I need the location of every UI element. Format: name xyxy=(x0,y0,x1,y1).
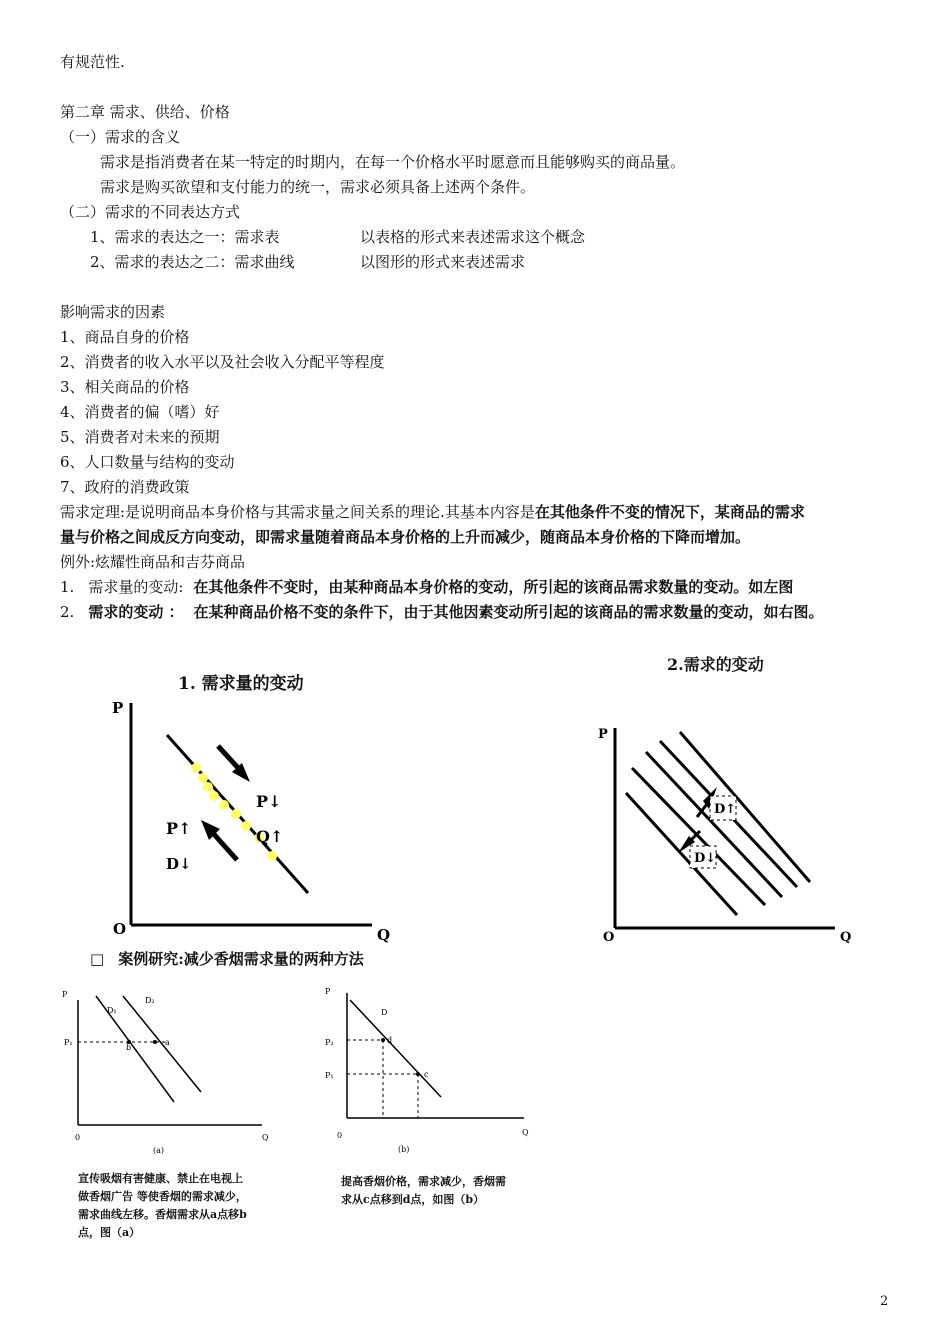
item-number: 2. xyxy=(60,603,75,621)
note-a-line: 宣传吸烟有害健康、禁止在电视上 xyxy=(78,1172,243,1185)
demand-law-bold: 在其他条件不变的情况下，某商品的需求 xyxy=(534,503,805,521)
origin-label: 0 xyxy=(75,1133,81,1142)
price-label: P₂ xyxy=(325,1038,334,1047)
chart2-title: 2.需求的变动 xyxy=(667,655,764,674)
section-heading: （一）需求的含义 xyxy=(60,128,181,146)
section-heading: （二）需求的不同表达方式 xyxy=(60,203,241,221)
demand-curve xyxy=(350,1000,441,1097)
curve-label: D₂ xyxy=(145,996,155,1005)
note-b-line: 提高香烟价格，需求减少，香烟需 xyxy=(341,1175,506,1188)
checkbox-icon: □ xyxy=(90,950,105,968)
curve-label: D xyxy=(381,1008,388,1017)
axis-label: P xyxy=(598,727,608,742)
note-b-line: 求从c点移到d点，如图（b） xyxy=(341,1193,485,1206)
quantity-label: D↓ xyxy=(166,855,192,873)
origin-label: O xyxy=(603,930,615,945)
price-label: P₁ xyxy=(325,1071,334,1080)
price-label: P↓ xyxy=(256,792,282,811)
point-label: c xyxy=(424,1070,429,1079)
point-d xyxy=(381,1038,385,1042)
price-label: P↑ xyxy=(166,819,192,838)
axis-label: Q xyxy=(377,926,391,944)
note-a-line: 做香烟广告 等使香烟的需求减少， xyxy=(78,1190,247,1203)
note-a-line: 点，图（a） xyxy=(78,1226,141,1239)
text-line: 2、需求的表达之二：需求曲线 xyxy=(90,253,295,271)
section-heading: 影响需求的因素 xyxy=(60,303,166,321)
list-item: 3、相关商品的价格 xyxy=(60,378,190,396)
text-line: 例外:炫耀性商品和吉芬商品 xyxy=(60,553,246,571)
case-study-title: 案例研究:减少香烟需求量的两种方法 xyxy=(118,950,364,968)
list-item: 6、人口数量与结构的变动 xyxy=(60,453,235,471)
curve-label: D₁ xyxy=(107,1006,117,1015)
text-line: 以表格的形式来表述需求这个概念 xyxy=(360,228,586,246)
page-number: 2 xyxy=(880,1294,889,1309)
axis-label: P xyxy=(112,699,124,717)
origin-label: O xyxy=(113,920,127,938)
note-a-line: 需求曲线左移。香烟需求从a点移b xyxy=(78,1208,247,1221)
demand-label: D↓ xyxy=(694,851,717,866)
chapter-heading: 第二章 需求、供给、价格 xyxy=(60,103,230,121)
text-line: 有规范性. xyxy=(60,53,125,71)
text-line: 需求是购买欲望和支付能力的统一，需求必须具备上述两个条件。 xyxy=(100,178,536,196)
origin-label: 0 xyxy=(337,1131,343,1140)
list-item: 1、商品自身的价格 xyxy=(60,328,190,346)
axis-label: Q xyxy=(262,1133,269,1142)
axis-label: P xyxy=(62,990,68,999)
item-term: 需求的变动 ： xyxy=(88,603,184,621)
text-line: 以图形的形式来表述需求 xyxy=(360,253,526,271)
price-label: P₁ xyxy=(64,1038,73,1047)
caption: (a) xyxy=(153,1146,165,1155)
text-line: 1、需求的表达之一：需求表 xyxy=(90,228,280,246)
axis-label: P xyxy=(325,987,331,996)
point-label: d xyxy=(387,1036,393,1045)
point-c xyxy=(416,1072,420,1076)
caption: (b) xyxy=(398,1145,410,1154)
demand-law-bold: 量与价格之间成反方向变动，即需求量随着商品本身价格的上升而减少，随商品本身价格的下降而增加。 xyxy=(60,528,751,546)
demand-law-intro: 需求定理:是说明商品本身价格与其需求量之间关系的理论.其基本内容是 xyxy=(60,503,535,521)
chart1-title: 1. 需求量的变动 xyxy=(178,674,304,694)
item-definition: 在某种商品价格不变的条件下，由于其他因素变动所引起的该商品的需求数量的变动，如右图。 xyxy=(193,603,824,621)
list-item: 4、消费者的偏（嗜）好 xyxy=(60,403,220,421)
point-label: b xyxy=(126,1043,132,1052)
point-label: a xyxy=(165,1038,170,1047)
item-number: 1. xyxy=(60,578,75,596)
axis-label: Q xyxy=(840,930,852,945)
list-item: 2、消费者的收入水平以及社会收入分配平等程度 xyxy=(60,353,385,371)
demand-label: D↑ xyxy=(714,802,737,817)
item-term: 需求量的变动: xyxy=(88,578,184,596)
axis-label: Q xyxy=(522,1128,529,1137)
quantity-label: Q↑ xyxy=(256,827,284,846)
list-item: 5、消费者对未来的预期 xyxy=(60,428,220,446)
item-definition: 在其他条件不变时，由某种商品本身价格的变动，所引起的该商品需求数量的变动。如左图 xyxy=(193,578,794,596)
list-item: 7、政府的消费政策 xyxy=(60,478,190,496)
text-line: 需求是指消费者在某一特定的时期内，在每一个价格水平时愿意而且能够购买的商品量。 xyxy=(100,153,686,171)
